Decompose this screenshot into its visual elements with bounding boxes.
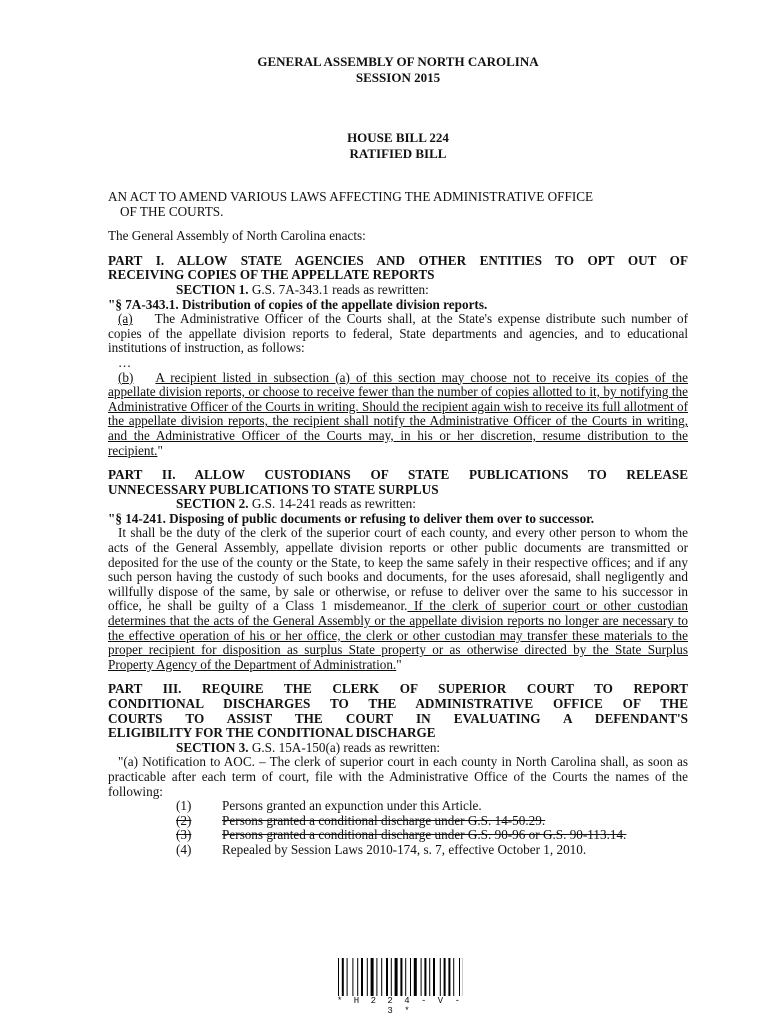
barcode-graphic	[338, 958, 463, 998]
barcode-bar	[338, 958, 339, 996]
barcode-bar	[424, 958, 426, 996]
assembly-header	[108, 54, 688, 86]
list-item: (1) Persons granted an expunction under this Article.	[176, 798, 482, 814]
session-label: SESSION 2015	[355, 70, 441, 85]
bill-number: HOUSE BILL 224	[347, 130, 449, 145]
part3-title-2: CONDITIONAL DISCHARGES TO THE ADMINISTRATIVE OFFICE OF THE	[108, 696, 688, 711]
barcode-bar	[386, 958, 388, 996]
bill-text	[108, 190, 688, 858]
statute-7a-343-1-heading: "§ 7A-343.1. Distribution of copies of the appellate division reports.	[108, 296, 488, 312]
assembly-name: GENERAL ASSEMBLY OF NORTH CAROLINA	[257, 54, 539, 69]
statute-14-241-heading: "§ 14-241. Disposing of public documents or refusing to deliver them over to successor.	[108, 510, 595, 526]
barcode-bar	[453, 958, 454, 996]
bill-header	[108, 130, 688, 162]
barcode-bar	[433, 958, 435, 996]
barcode-bar	[400, 958, 402, 996]
enacting-clause: The General Assembly of North Carolina enacts:	[108, 228, 366, 244]
section1-heading: SECTION 1. G.S. 7A-343.1 reads as rewritten:	[176, 281, 429, 297]
barcode-bar	[352, 958, 353, 996]
barcode-bar	[459, 958, 460, 996]
part2-title: PART II. ALLOW CUSTODIANS OF STATE PUBLICATIONS TO RELEASE	[108, 467, 688, 483]
bill-status: RATIFIED BILL	[349, 146, 447, 161]
barcode-bar	[444, 958, 446, 996]
barcode-bar	[429, 958, 430, 996]
barcode-bar	[342, 958, 344, 996]
part3-title: PART III. REQUIRE THE CLERK OF SUPERIOR COURT TO REPORT	[108, 681, 688, 697]
barcode-bar	[371, 958, 374, 996]
ellipsis: …	[118, 354, 132, 370]
statute-14-241-body: It shall be the duty of the clerk of the superior court of each county, and every other person to whom the acts of the General Assembly, appellate division reports or other public documents are transmitted or deposited for the use of the county or the State, to keep the same safely in their respective offices; and if any such person having the custody of such books and documents, for the uses aforesaid, shall negligently and willfully dispose of the same, by sale or otherwise, or refuse to deliver over the same to his successor in office, he shall be guilty of a Class 1 misdemeanor. If the clerk of superior court or other custodian determines that the acts of the General Assembly or the appellate division reports no longer are necessary to the effective operation of his or her office, the clerk or other custodian may transfer these materials to the proper recipient for disposition as surplus State property or as otherwise directed by the State Surplus Property Agency of the Department of Administration."	[108, 525, 688, 672]
subsection-b: (b) A recipient listed in subsection (a) of this section may choose not to receive its copies of the appellate division reports, or choose to receive fewer than the number of copies allotted to it, by notifying the Administrative Officer of the Courts in writing. Should the recipient again wish to receive its full allotment of the appellate division reports, the recipient shall notify the Administrative Officer of the Courts in writing, and the Administrative Officer of the Courts may, in his or her discretion, resume distribution to the recipient."	[108, 369, 688, 458]
list-item: (3) Persons granted a conditional discharge under G.S. 90-96 or G.S. 90-113.14.	[176, 827, 627, 843]
barcode-bar	[440, 958, 441, 996]
subsection-a: (a) The Administrative Officer of the Courts shall, at the State's expense distribute such number of copies of the appellate division reports to federal, State departments and agencies, and to educational institutions of instruction, as follows:	[108, 311, 688, 356]
barcode-bar	[376, 958, 377, 996]
part3-title-4: ELIGIBILITY FOR THE CONDITIONAL DISCHARGE	[108, 725, 436, 741]
act-title: AN ACT TO AMEND VARIOUS LAWS AFFECTING THE ADMINISTRATIVE OFFICE OF THE COURTS.	[108, 189, 594, 219]
part1-title-cont: RECEIVING COPIES OF THE APPELLATE REPORTS	[108, 267, 435, 283]
barcode-bar	[381, 958, 382, 996]
section3-heading: SECTION 3. G.S. 15A-150(a) reads as rewritten:	[176, 739, 441, 755]
barcode-bar	[414, 958, 417, 996]
barcode-label: * H 2 2 4 - V - 3 *	[336, 996, 463, 1016]
barcode-bar	[367, 958, 368, 996]
barcode-bar	[361, 958, 363, 996]
list-item: (4) Repealed by Session Laws 2010-174, s. 7, effective October 1, 2010.	[176, 841, 587, 857]
barcode-bar	[421, 958, 422, 996]
barcode-bar	[391, 958, 392, 996]
barcode-bar	[448, 958, 450, 996]
section2-heading: SECTION 2. G.S. 14-241 reads as rewritten:	[176, 496, 416, 512]
part2-title-cont: UNNECESSARY PUBLICATIONS TO STATE SURPLUS	[108, 481, 439, 497]
barcode-bar	[410, 958, 411, 996]
subsection-a-notification: "(a) Notification to AOC. – The clerk of superior court in each county in North Carolina shall, as soon as practicable after each term of court, file with the Administrative Office of the Courts the names of the following:	[108, 754, 688, 799]
barcode-bar	[347, 958, 348, 996]
part3-title-3: COURTS TO ASSIST THE COURT IN EVALUATING A DEFENDANT'S	[108, 710, 688, 726]
list-item: (2) Persons granted a conditional discharge under G.S. 14-50.29.	[176, 812, 546, 828]
barcode-bar	[357, 958, 358, 996]
part1-title: PART I. ALLOW STATE AGENCIES AND OTHER ENTITIES TO OPT OUT OF	[108, 252, 688, 268]
barcode-bar	[395, 958, 398, 996]
notification-list	[108, 799, 688, 857]
barcode-bar	[405, 958, 406, 996]
